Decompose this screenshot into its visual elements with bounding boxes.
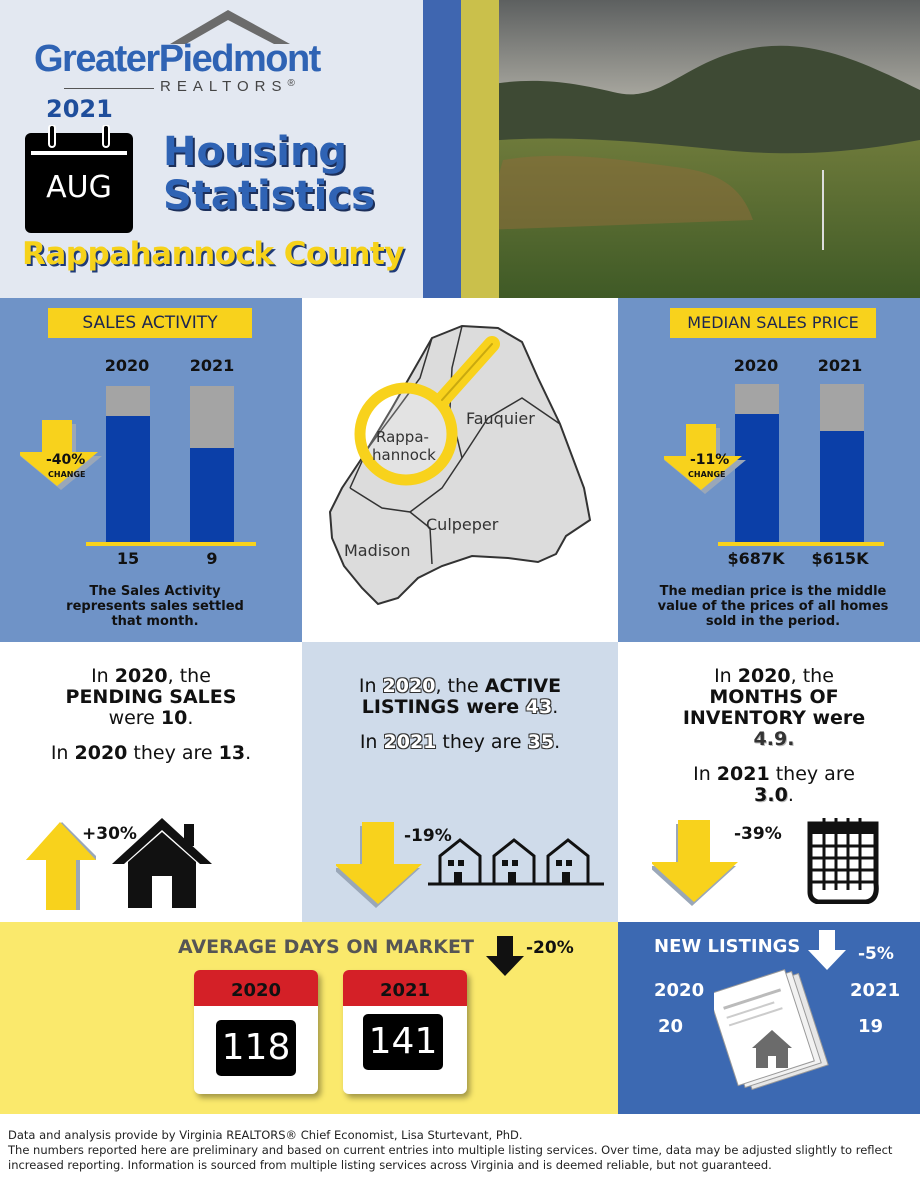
price-change-label: CHANGE: [688, 470, 726, 479]
landscape-photo: [423, 0, 920, 298]
sales-bar-2021-bg: [190, 386, 234, 542]
dom-value-2021: 141: [363, 1014, 443, 1070]
price-year-2020: 2020: [733, 356, 779, 375]
months-of-inventory-panel: [618, 642, 920, 922]
pending-sales-text: In 2020, the PENDING SALES were 10. In 2020 they are 13.: [50, 665, 252, 764]
price-value-2021: $615K: [811, 549, 869, 568]
new-listings-pct-change: -5%: [858, 944, 894, 964]
new-listings-panel: [618, 922, 920, 1114]
footer-disclaimer-text: The numbers reported here are preliminary and based on current entries into multiple listing services. Over time, data may be adjusted slightly to reflect increased reporting. Information is sourced from multiple listing services across Virginia and is deemed reliable, but not guaranteed.: [8, 1143, 893, 1172]
calendar-grid-icon: [806, 818, 882, 904]
sales-pct-change: -40%: [46, 452, 86, 468]
county-map: [302, 298, 618, 642]
inventory-pct-change: -39%: [734, 824, 782, 844]
active-pct-change: -19%: [404, 826, 452, 846]
median-price-ribbon: MEDIAN SALES PRICE: [670, 308, 876, 338]
report-month: AUG: [46, 170, 112, 205]
map-label-rappa: Rappa-: [376, 428, 429, 446]
map-label-hannock: hannock: [372, 446, 436, 464]
logo-divider: [64, 88, 154, 89]
logo-wordmark: GreaterPiedmont: [34, 38, 320, 80]
dom-year-2020: 2020: [194, 970, 318, 1006]
sales-bar-2020: [106, 416, 150, 542]
page-title: Housing Statistics: [163, 129, 375, 219]
median-price-panel: [618, 298, 920, 642]
sales-bar-2020-bg: [106, 386, 150, 542]
dom-card-2021: [343, 970, 467, 1094]
header-banner: [0, 0, 920, 298]
pending-pct-change: +30%: [82, 824, 137, 844]
sales-year-2021: 2021: [189, 356, 235, 375]
price-value-2020: $687K: [727, 549, 785, 568]
sales-value-2021: 9: [206, 549, 218, 568]
inventory-text: In 2020, the MONTHS OF INVENTORY were 4.9. In 2021 they are 3.0.: [682, 665, 866, 806]
new-listings-year-2021: 2021: [850, 980, 901, 1001]
dom-year-2021: 2021: [343, 970, 467, 1006]
footer-attribution: Data and analysis provide by Virginia REALTORS® Chief Economist, Lisa Sturtevant, PhD.: [8, 1128, 523, 1142]
price-bar-2021-bg: [820, 384, 864, 542]
map-label-fauquier: Fauquier: [466, 409, 535, 428]
house-icon: [112, 818, 212, 908]
sales-year-2020: 2020: [104, 356, 150, 375]
price-pct-change: -11%: [690, 452, 730, 468]
sales-bar-2021: [190, 448, 234, 542]
dom-card-2020: [194, 970, 318, 1094]
days-on-market-title: AVERAGE DAYS ON MARKET: [178, 936, 474, 958]
active-listings-panel: [302, 642, 618, 922]
dom-down-arrow-icon: [486, 936, 524, 976]
new-listings-year-2020: 2020: [654, 980, 705, 1001]
county-map-panel: [302, 298, 618, 642]
county-name: Rappahannock County: [22, 236, 405, 272]
report-year: 2021: [46, 95, 113, 123]
price-bar-2021: [820, 431, 864, 542]
inventory-down-arrow-icon: [652, 820, 738, 906]
pending-sales-panel: [0, 642, 302, 922]
sales-activity-ribbon: SALES ACTIVITY: [48, 308, 252, 338]
median-price-note: The median price is the middle value of the prices of all homes sold in the period.: [657, 584, 889, 629]
new-listings-value-2021: 19: [858, 1016, 884, 1037]
document-house-icon: [714, 964, 834, 1094]
map-label-madison: Madison: [344, 541, 411, 560]
active-listings-text: In 2020, the ACTIVE LISTINGS were 43. In 2021 they are 35.: [358, 675, 562, 753]
dom-value-2020: 118: [216, 1020, 296, 1076]
logo-subtitle: REALTORS®: [160, 78, 295, 95]
new-listings-title: NEW LISTINGS: [654, 936, 801, 957]
sales-value-2020: 15: [116, 549, 140, 568]
map-label-culpeper: Culpeper: [426, 515, 499, 534]
sales-change-label: CHANGE: [48, 470, 86, 479]
houses-row-icon: [428, 838, 604, 886]
sales-activity-panel: [0, 298, 302, 642]
sales-baseline: [86, 542, 256, 546]
price-baseline: [718, 542, 884, 546]
sales-activity-note: The Sales Activity represents sales settled that month.: [66, 584, 244, 629]
days-on-market-panel: [0, 922, 618, 1114]
dom-pct-change: -20%: [526, 938, 574, 958]
new-listings-value-2020: 20: [658, 1016, 684, 1037]
price-year-2021: 2021: [817, 356, 863, 375]
footer-disclaimer: [8, 1128, 913, 1173]
